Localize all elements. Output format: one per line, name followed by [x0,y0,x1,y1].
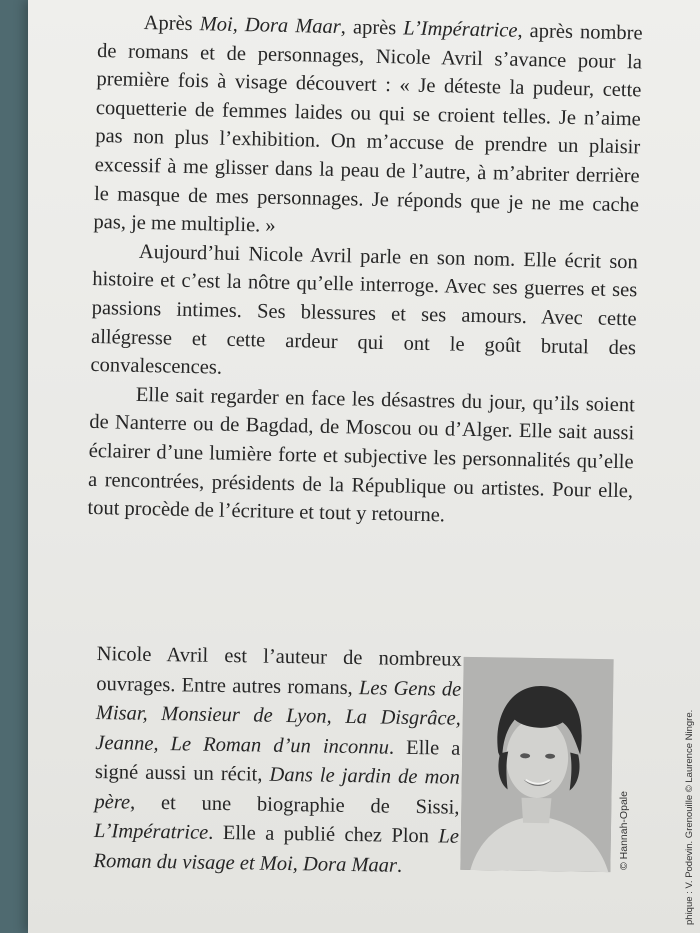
book-title-moi-dora-maar: Moi, Dora Maar [199,13,342,39]
book-title-imperatrice: L’Impératrice [403,17,518,42]
text-span: . [396,854,403,877]
author-portrait-image [460,657,613,872]
synopsis-paragraph-1 [93,8,643,248]
text-span: . Elle a signé aussi un récit, [94,736,461,786]
text-span: Nicole Avril est l’auteur de nombreux ouvrages. Entre autres romans, [96,642,462,699]
text-span: , après nombre de romans et de personnages, Nicole Avril s’avance pour la première fois à visage découvert : « Je déteste la pudeur, cette coquetterie de femmes laides ou qui se croient telles. Je n’aime pas non plus l’exhibition. On m’accuse de prendre un plaisir excessif à me glisser dans la peau de l’autre, à m’abriter derrière le masque de mes personnages. Je réponds que je ne me cache pas, je me multiplie. » [93,19,643,237]
text-span: . Elle a publié chez Plon [208,821,439,848]
biography-title: L’Impératrice [93,819,209,844]
synopsis-paragraph-3: Elle sait regarder en face les désastres du jour, qu’ils soient de Nanterre ou de Bagdad, de Moscou ou d’Alger. Elle sait aussi éclairer d’une lumière forte et subjective les personnalités qu’elle a rencontrées, présidents de la République ou artistes. Pour elle, tout procède de l’écriture et tout y retourne. [87,383,636,527]
recit-title: Dans le jardin de mon père [94,763,461,814]
photo-credit: © Hannah-Opale [618,791,630,870]
novel-titles: Les Gens de Misar, Monsieur de Lyon, La Disgrâce, Jeanne, Le Roman d’un inconnu [95,676,462,759]
author-bio-paragraph [93,640,462,882]
book-back-cover [28,0,700,933]
text-span: , après [340,16,404,40]
plon-titles: Le Roman du visage et Moi, Dora Maar [93,825,460,877]
text-span: , et une biographie de Sissi, [129,791,460,819]
synopsis-paragraph-2: Aujourd’hui Nicole Avril parle en son nom. Elle écrit son histoire et c’est la nôtre qu’elle interroge. Avec ses guerres et ses passions intimes. Ses blessures et ses amours. Avec cette allégresse et cette ardeur qui ont le goût brutal des convalescences. [90,240,639,379]
text-span: Après [143,11,200,36]
author-bio [93,640,462,882]
cover-credit: phique : V. Podevin. Grenouille © Laurence Ningre. [684,709,695,925]
author-photo [460,657,613,872]
synopsis-text [87,8,643,534]
